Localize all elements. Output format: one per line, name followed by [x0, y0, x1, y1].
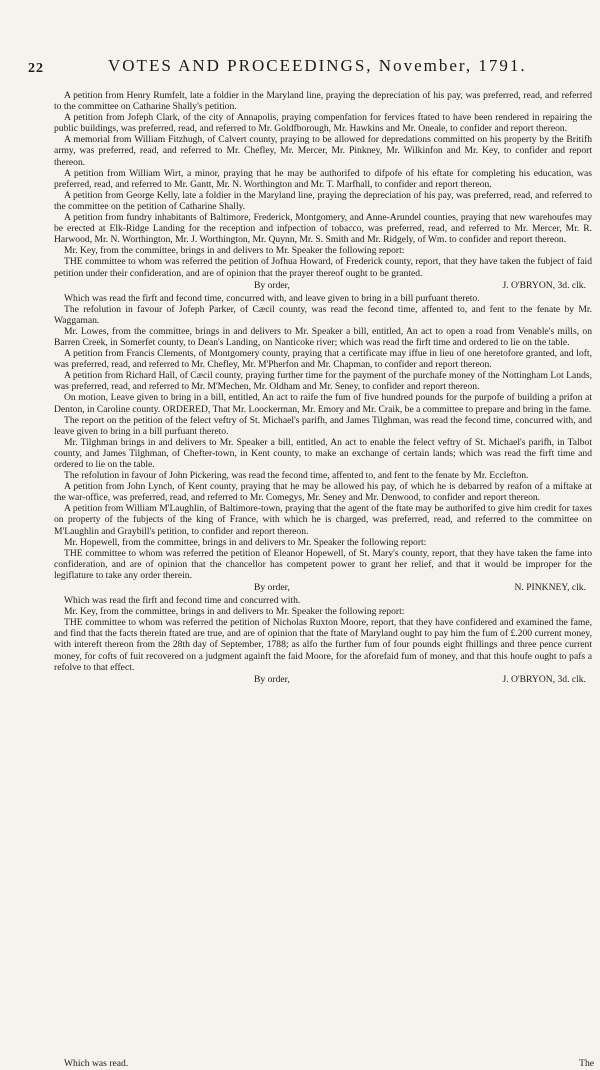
document-body	[54, 90, 592, 687]
signer-name: J. O'BRYON, 3d. clk.	[502, 673, 586, 685]
by-order-label: By order,	[254, 582, 290, 594]
paragraph: A petition from William Wirt, a minor, praying that he may be authorifed to difpofe of his eftate for completing his education, was preferred, read, and referred to Mr. Gantt, Mr. N. Worthington and Mr. T. Marfhall, to confider and report thereon.	[54, 167, 592, 190]
paragraph: The refolution in favour of John Pickering, was read the fecond time, affented to, and fent to the fenate by Mr. Ecclefton.	[64, 470, 529, 482]
paragraph: Which was read the firft and fecond time and concurred with.	[64, 595, 301, 607]
paragraph: The report on the petition of the felect veftry of St. Michael's parifh, and James Tilghman, was read the fecond time, concurred with, and leave given to bring in a bill purfuant thereto.	[54, 414, 592, 437]
paragraph: Mr. Tilghman brings in and delivers to Mr. Speaker a bill, entitled, An act to enable the felect veftry of St. Michael's parifh, in Talbot county, and James Tilghman, of Chefter-town, in Kent county, to make an exchange of certain lands; which was read the firft time and ordered to lie on the table.	[54, 436, 592, 470]
paragraph: Mr. Key, from the committee, brings in and delivers to Mr. Speaker the following report:	[64, 245, 405, 257]
signer-name: N. PINKNEY, clk.	[514, 582, 586, 594]
page-title: VOTES AND PROCEEDINGS, November, 1791.	[108, 56, 527, 75]
signer-name: J. O'BRYON, 3d. clk.	[502, 279, 586, 291]
paragraph: On motion, Leave given to bring in a bill, entitled, An act to raife the fum of five hundred pounds for the purpofe of building a prifon at Denton, in Caroline county. ORDERED, That Mr. Loockerman, Mr. Emory and Mr. Craik, be a committee to prepare and bring in the fame.	[54, 392, 592, 415]
signature-block	[54, 280, 592, 292]
signature-block	[54, 674, 592, 686]
page-header	[28, 56, 593, 82]
paragraph: A petition from Francis Clements, of Montgomery county, praying that a certificate may iffue in lieu of one heretofore granted, and loft, was preferred, read, and referred to Mr. Chefley, Mr. M'Pherfon and Mr. Chapman, to confider and report thereon.	[54, 348, 592, 371]
signature-block	[54, 582, 592, 594]
paragraph: The refolution in favour of Jofeph Parker, of Cæcil county, was read the fecond time, affented to, and fent to the fenate by Mr. Waggaman.	[54, 303, 592, 326]
page-number: 22	[28, 61, 44, 76]
committee-report: THE committee to whom was referred the petition of Nicholas Ruxton Moore, report, that they have confidered and examined the fame, and find that the facts therein ftated are true, and are of opinion that the ftate of Maryland ought to pay him the fum of £.200 current money, with intereft thereon from the 28th day of September, 1788; as alfo the further fum of four pounds eight fhillings and three pence current money, for cofts of fuit recovered on a judgment againft the faid Moore, for the aforefaid fum of money, and that this houfe ought to pafs a refolve to that effect.	[54, 617, 592, 673]
paragraph: A petition from William M'Laughlin, of Baltimore-town, praying that the agent of the ftate may be authorifed to give him credit for taxes on property of the fubjects of the king of France, with which he is charged, was preferred, read, and referred to the committee on M'Laughlin and Graybill's petition, to confider and report thereon.	[54, 503, 592, 537]
paragraph: Mr. Hopewell, from the committee, brings in and delivers to Mr. Speaker the following report:	[64, 536, 427, 548]
paragraph: A petition from George Kelly, late a foldier in the Maryland line, praying the depreciation of his pay, was preferred, read, and referred to the committee on the petition of Catharine Shally.	[54, 189, 592, 212]
paragraph: Mr. Key, from the committee, brings in and delivers to Mr. Speaker the following report:	[64, 606, 405, 618]
paragraph: Which was read the firft and fecond time, concurred with, and leave given to bring in a bill purfuant thereto.	[64, 292, 480, 304]
paragraph: A petition from John Lynch, of Kent county, praying that he may be allowed his pay, of which he is debarred by reafon of a miftake at the war-office, was preferred, read, and referred to Mr. Comegys, Mr. Seney and Mr. Denwood, to confider and report thereon.	[54, 481, 592, 504]
by-order-label: By order,	[254, 279, 290, 291]
closing-line: Which was read.	[64, 1058, 129, 1069]
paragraph: A petition from Henry Rumfelt, late a foldier in the Maryland line, praying the depreciation of his pay, was preferred, read, and referred to the committee on Catharine Shally's petition.	[54, 90, 592, 113]
committee-report: THE committee to whom was referred the petition of Jofhua Howard, of Frederick county, report, that they have taken the fubject of faid petition under their confideration, and are of opinion that the prayer thereof ought to be granted.	[54, 256, 592, 279]
paragraph: A petition from Richard Hall, of Cæcil county, praying further time for the payment of the purchafe money of the Nottingham Lot Lands, was preferred, read, and referred to Mr. M'Mechen, Mr. Oldham and Mr. Seney, to confider and report thereon.	[54, 370, 592, 393]
paragraph: A petition from fundry inhabitants of Baltimore, Frederick, Montgomery, and Anne-Arundel counties, praying that new warehoufes may be erected at Elk-Ridge Landing for the reception and infpection of tobacco, was preferred, read, and referred to Mr. Mercer, Mr. R. Harwood, Mr. N. Worthington, Mr. J. Worthington, Mr. Quynn, Mr. S. Smith and Mr. Ridgely, of Wm. to confider and report thereon.	[54, 212, 592, 246]
by-order-label: By order,	[254, 673, 290, 685]
paragraph: A memorial from William Fitzhugh, of Calvert county, praying to be allowed for depredations committed on his property by the Britifh army, was preferred, read, and referred to Mr. Chefley, Mr. Mercer, Mr. Pinkney, Mr. Wilkinfon and Mr. Key, to confider and report thereon.	[54, 134, 592, 168]
catchword: The	[579, 1058, 594, 1069]
committee-report: THE committee to whom was referred the petition of Eleanor Hopewell, of St. Mary's county, report, that they have taken the fame into confideration, and are of opinion that the chancellor has competent power to grant her relief, and that it would be improper for the legiflature to take any order therein.	[54, 547, 592, 581]
paragraph: A petition from Jofeph Clark, of the city of Annapolis, praying compenfation for fervices ftated to have been rendered in repairing the public buildings, was preferred, read, and referred to Mr. Goldfborough, Mr. Hawkins and Mr. Oneale, to confider and report thereon.	[54, 112, 592, 135]
page-footer	[64, 1058, 594, 1070]
paragraph: Mr. Lowes, from the committee, brings in and delivers to Mr. Speaker a bill, entitled, An act to open a road from Venable's mills, on Barren Creek, in Somerfet county, to Dean's Landing, on Nanticoke river; which was read the firft time and ordered to lie on the table.	[54, 325, 592, 348]
